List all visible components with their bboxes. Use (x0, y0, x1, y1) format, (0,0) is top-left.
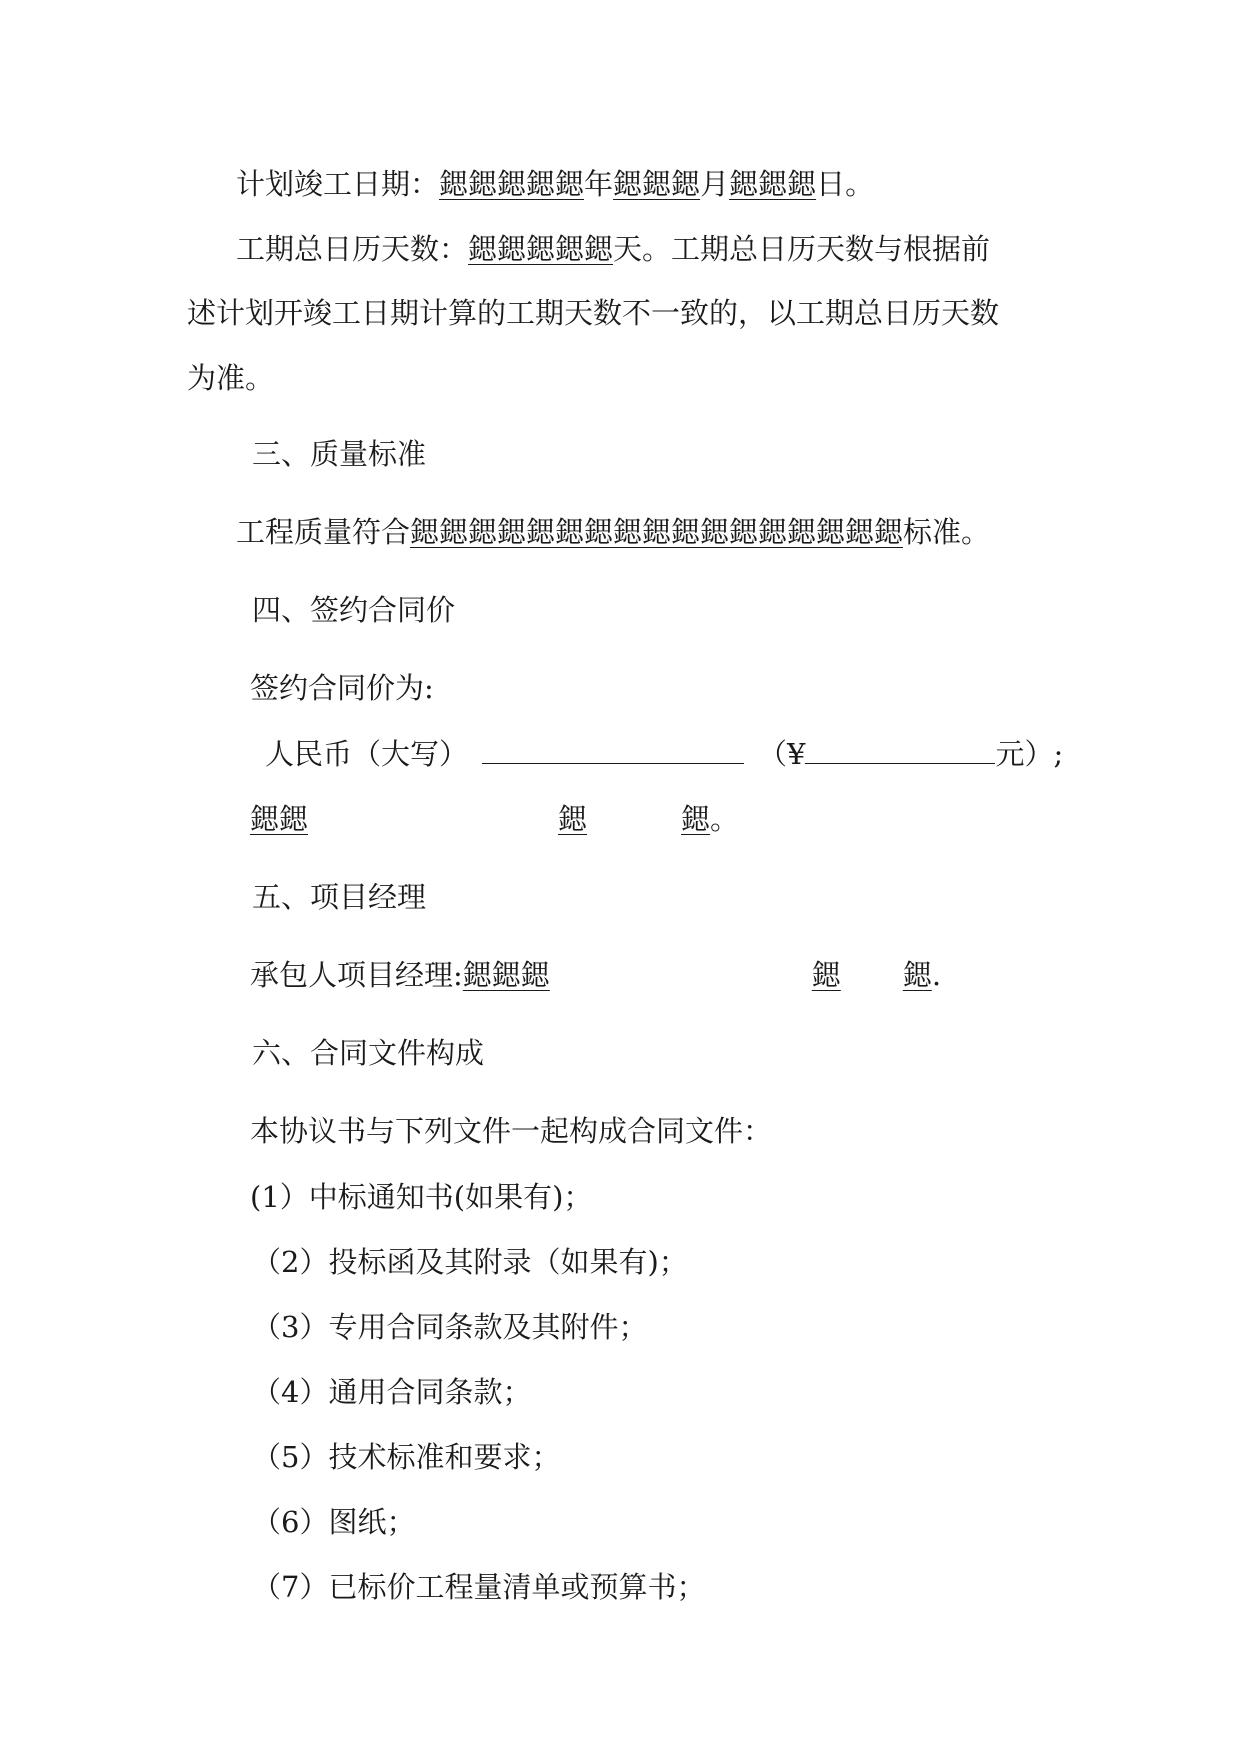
completion-day-field[interactable]: 鍶鍶鍶 (729, 167, 817, 201)
duration-line-3: 为准。 (187, 361, 275, 395)
project-manager-label: 承包人项目经理: (250, 958, 463, 992)
completion-month-unit: 月 (700, 167, 730, 201)
completion-date-line (236, 164, 874, 204)
price-filler-field[interactable]: 鍶鍶 鍶 鍶 (250, 802, 711, 836)
quality-text-before: 工程质量符合 (236, 515, 411, 549)
yen-amount-field[interactable] (805, 735, 995, 764)
project-manager-end: . (931, 958, 942, 992)
quality-text-after: 标准。 (903, 515, 991, 549)
documents-intro: 本协议书与下列文件一起构成合同文件： (250, 1114, 773, 1148)
duration-days-field[interactable]: 鍶鍶鍶鍶鍶 (468, 232, 614, 266)
project-manager-field[interactable]: 鍶鍶鍶 鍶 鍶 (462, 958, 932, 992)
document-item: （3）专用合同条款及其附件； (252, 1310, 648, 1344)
duration-label: 工期总日历天数： (236, 232, 469, 266)
rmb-label: 人民币（大写） (265, 737, 469, 771)
section3-heading: 三、质量标准 (252, 437, 427, 471)
document-item: （2）投标函及其附录（如果有)； (252, 1245, 688, 1279)
document-item: (1）中标通知书(如果有)； (250, 1180, 593, 1214)
document-item: （4）通用合同条款； (252, 1375, 532, 1409)
document-item: （5）技术标准和要求； (252, 1440, 561, 1474)
duration-line-1 (236, 229, 990, 269)
document-item: （6）图纸； (252, 1505, 416, 1539)
quality-standard-field[interactable]: 鍶鍶鍶鍶鍶鍶鍶鍶鍶鍶鍶鍶鍶鍶鍶鍶鍶 (410, 515, 904, 549)
project-manager-line (250, 955, 941, 995)
completion-month-field[interactable]: 鍶鍶鍶 (613, 167, 701, 201)
completion-day-unit: 日。 (816, 167, 875, 201)
price-filler-line (250, 799, 739, 839)
rmb-line (265, 734, 1063, 774)
rmb-amount-field[interactable] (482, 735, 744, 764)
document-item: （7）已标价工程量清单或预算书； (252, 1570, 706, 1604)
price-filler-end: 。 (710, 802, 740, 836)
duration-line-2: 述计划开竣工日期计算的工期天数不一致的，以工期总日历天数 (187, 296, 1000, 330)
duration-line1-rest: 天。工期总日历天数与根据前 (613, 232, 991, 266)
yen-close: 元）; (995, 737, 1064, 771)
section6-heading: 六、合同文件构成 (252, 1036, 485, 1070)
contract-price-label: 签约合同价为: (250, 671, 434, 705)
section4-heading: 四、签约合同价 (252, 593, 456, 627)
completion-year-field[interactable]: 鍶鍶鍶鍶鍶 (439, 167, 585, 201)
yen-open: （¥ (758, 737, 806, 771)
completion-year-unit: 年 (584, 167, 614, 201)
completion-date-label: 计划竣工日期： (236, 167, 440, 201)
section5-heading: 五、项目经理 (252, 880, 427, 914)
quality-standard-line (236, 512, 990, 552)
